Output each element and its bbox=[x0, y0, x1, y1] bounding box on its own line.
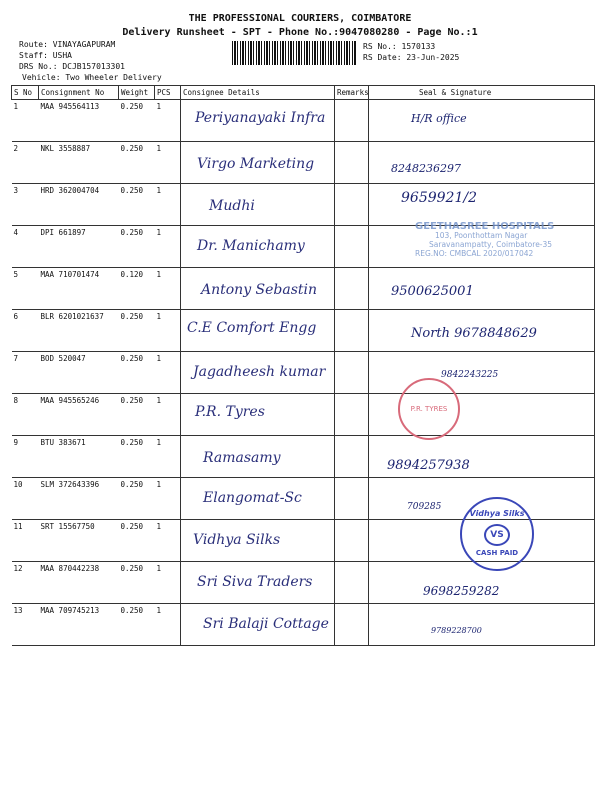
consignee-handwriting: Vidhya Silks bbox=[193, 532, 281, 548]
remarks bbox=[335, 520, 369, 562]
consignee-handwriting: Antony Sebastin bbox=[201, 282, 318, 298]
table-row bbox=[12, 436, 595, 478]
col-header-remarks: Remarks bbox=[335, 86, 369, 100]
sno: 9 bbox=[12, 436, 39, 478]
signature-handwriting: 9500625001 bbox=[391, 284, 474, 299]
consignee-handwriting: Dr. Manichamy bbox=[197, 238, 305, 254]
table-row bbox=[12, 142, 595, 184]
consignment-no: BTU 383671 bbox=[39, 436, 119, 478]
signature-cell bbox=[369, 352, 595, 394]
table-header-row bbox=[12, 86, 595, 100]
hospital-name: GEETHASREE HOSPITALS bbox=[415, 221, 555, 232]
pcs: 1 bbox=[155, 142, 181, 184]
weight: 0.250 bbox=[119, 226, 155, 268]
consignee bbox=[181, 310, 335, 352]
remarks bbox=[335, 310, 369, 352]
pcs: 1 bbox=[155, 394, 181, 436]
rs-number: RS No.: 1570133 bbox=[363, 42, 436, 51]
hospital-address-2: Saravanampatty, Coimbatore-35 bbox=[429, 240, 553, 249]
weight: 0.250 bbox=[119, 352, 155, 394]
col-header-consignee: Consignee Details bbox=[181, 86, 335, 100]
company-title: THE PROFESSIONAL COURIERS, COIMBATORE bbox=[188, 13, 412, 24]
signature-handwriting: North 9678848629 bbox=[411, 326, 537, 341]
consignee bbox=[181, 100, 335, 142]
signature-cell bbox=[369, 184, 595, 226]
consignment-no: SLM 372643396 bbox=[39, 478, 119, 520]
sno: 7 bbox=[12, 352, 39, 394]
signature-handwriting: 9698259282 bbox=[423, 584, 500, 598]
remarks bbox=[335, 436, 369, 478]
pcs: 1 bbox=[155, 478, 181, 520]
consignee bbox=[181, 562, 335, 604]
pcs: 1 bbox=[155, 436, 181, 478]
rs-date: RS Date: 23-Jun-2025 bbox=[363, 53, 460, 62]
pcs: 1 bbox=[155, 268, 181, 310]
pcs: 1 bbox=[155, 604, 181, 646]
signature-handwriting: 9789228700 bbox=[431, 626, 482, 635]
sno: 6 bbox=[12, 310, 39, 352]
weight: 0.120 bbox=[119, 268, 155, 310]
signature-cell bbox=[369, 268, 595, 310]
staff-label: Staff: USHA bbox=[19, 51, 72, 60]
consignee bbox=[181, 394, 335, 436]
remarks bbox=[335, 184, 369, 226]
sno: 4 bbox=[12, 226, 39, 268]
signature-cell bbox=[369, 100, 595, 142]
consignee-handwriting: Elangomat-Sc bbox=[203, 490, 302, 506]
signature-handwriting: 9659921/2 bbox=[401, 190, 477, 206]
consignee-handwriting: Virgo Marketing bbox=[197, 156, 315, 172]
consignment-no: NKL 3558887 bbox=[39, 142, 119, 184]
weight: 0.250 bbox=[119, 394, 155, 436]
sno: 2 bbox=[12, 142, 39, 184]
runsheet-subtitle: Delivery Runsheet - SPT - Phone No.:9047080280 - Page No.:1 bbox=[122, 27, 478, 38]
table-row bbox=[12, 604, 595, 646]
consignee bbox=[181, 184, 335, 226]
consignee-handwriting: Sri Balaji Cottage bbox=[203, 616, 329, 632]
sno: 3 bbox=[12, 184, 39, 226]
pcs: 1 bbox=[155, 352, 181, 394]
drs-number: DRS No.: DCJB157013301 bbox=[19, 62, 125, 71]
consignee-handwriting: Sri Siva Traders bbox=[197, 574, 313, 590]
remarks bbox=[335, 562, 369, 604]
consignment-no: MAA 870442238 bbox=[39, 562, 119, 604]
route-label: Route: VINAYAGAPURAM bbox=[19, 40, 116, 49]
signature-cell bbox=[369, 310, 595, 352]
consignment-no: SRT 15567750 bbox=[39, 520, 119, 562]
remarks bbox=[335, 604, 369, 646]
table-row bbox=[12, 352, 595, 394]
table-row bbox=[12, 184, 595, 226]
consignment-no: MAA 945565246 bbox=[39, 394, 119, 436]
tyres-stamp-text: P.R. TYRES bbox=[410, 405, 448, 413]
table-row bbox=[12, 268, 595, 310]
consignee-handwriting: Jagadheesh kumar bbox=[193, 364, 326, 380]
signature-handwriting: 9842243225 bbox=[441, 370, 499, 380]
weight: 0.250 bbox=[119, 100, 155, 142]
signature-handwriting: 8248236297 bbox=[391, 162, 461, 175]
pcs: 1 bbox=[155, 100, 181, 142]
sno: 5 bbox=[12, 268, 39, 310]
remarks bbox=[335, 352, 369, 394]
consignee bbox=[181, 352, 335, 394]
remarks bbox=[335, 268, 369, 310]
weight: 0.250 bbox=[119, 478, 155, 520]
hospital-reg: REG.NO: CMBCAL 2020/017042 bbox=[415, 249, 534, 258]
consignee bbox=[181, 520, 335, 562]
sno: 12 bbox=[12, 562, 39, 604]
col-header-weight: Weight bbox=[119, 86, 155, 100]
barcode bbox=[232, 41, 356, 65]
signature-cell bbox=[369, 142, 595, 184]
weight: 0.250 bbox=[119, 310, 155, 352]
col-header-consignment: Consignment No bbox=[39, 86, 119, 100]
sno: 1 bbox=[12, 100, 39, 142]
consignee bbox=[181, 268, 335, 310]
consignee-handwriting: Periyanayaki Infra bbox=[195, 110, 326, 126]
sno: 10 bbox=[12, 478, 39, 520]
col-header-sno: S No bbox=[12, 86, 39, 100]
consignee bbox=[181, 436, 335, 478]
consignment-no: BOD 520047 bbox=[39, 352, 119, 394]
col-header-pcs: PCS bbox=[155, 86, 181, 100]
consignee bbox=[181, 604, 335, 646]
signature-handwriting: H/R office bbox=[411, 112, 467, 125]
weight: 0.250 bbox=[119, 436, 155, 478]
remarks bbox=[335, 394, 369, 436]
hospital-stamp bbox=[415, 222, 554, 258]
signature-cell bbox=[369, 436, 595, 478]
weight: 0.250 bbox=[119, 520, 155, 562]
table-row bbox=[12, 100, 595, 142]
consignee-handwriting: C.E Comfort Engg bbox=[187, 320, 317, 336]
signature-handwriting: 9894257938 bbox=[387, 458, 470, 473]
pcs: 1 bbox=[155, 562, 181, 604]
silks-stamp bbox=[460, 497, 534, 571]
remarks bbox=[335, 142, 369, 184]
pcs: 1 bbox=[155, 520, 181, 562]
weight: 0.250 bbox=[119, 142, 155, 184]
table-row bbox=[12, 394, 595, 436]
sno: 8 bbox=[12, 394, 39, 436]
weight: 0.250 bbox=[119, 562, 155, 604]
silks-logo-icon: VS bbox=[484, 524, 510, 546]
tyres-stamp bbox=[398, 378, 460, 440]
consignee bbox=[181, 226, 335, 268]
consignment-no: HRD 362004704 bbox=[39, 184, 119, 226]
signature-cell bbox=[369, 604, 595, 646]
sno: 13 bbox=[12, 604, 39, 646]
silks-stamp-paid: CASH PAID bbox=[475, 549, 519, 557]
consignee-handwriting: Mudhi bbox=[209, 198, 255, 214]
consignment-no: MAA 945564113 bbox=[39, 100, 119, 142]
consignment-no: MAA 710701474 bbox=[39, 268, 119, 310]
consignment-no: BLR 6201021637 bbox=[39, 310, 119, 352]
col-header-signature: Seal & Signature bbox=[369, 86, 595, 100]
signature-handwriting: 709285 bbox=[407, 502, 442, 512]
pcs: 1 bbox=[155, 310, 181, 352]
weight: 0.250 bbox=[119, 184, 155, 226]
consignee bbox=[181, 478, 335, 520]
silks-stamp-name: Vidhya Silks bbox=[469, 509, 525, 518]
remarks bbox=[335, 478, 369, 520]
consignment-no: MAA 709745213 bbox=[39, 604, 119, 646]
hospital-address-1: 103, Poonthottam Nagar bbox=[435, 231, 528, 240]
pcs: 1 bbox=[155, 226, 181, 268]
remarks bbox=[335, 226, 369, 268]
consignee-handwriting: Ramasamy bbox=[203, 450, 281, 466]
consignee-handwriting: P.R. Tyres bbox=[195, 404, 265, 420]
weight: 0.250 bbox=[119, 604, 155, 646]
table-row bbox=[12, 310, 595, 352]
consignment-no: DPI 661897 bbox=[39, 226, 119, 268]
consignee bbox=[181, 142, 335, 184]
pcs: 1 bbox=[155, 184, 181, 226]
sno: 11 bbox=[12, 520, 39, 562]
vehicle-label: Vehicle: Two Wheeler Delivery bbox=[22, 73, 162, 82]
remarks bbox=[335, 100, 369, 142]
